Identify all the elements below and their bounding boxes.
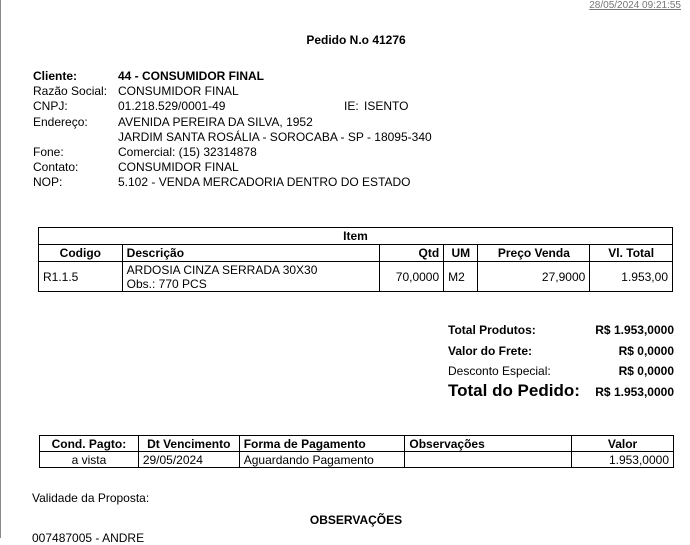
cell-descricao <box>122 262 379 292</box>
total-produtos-row <box>448 322 674 343</box>
col-cond-pagto: Cond. Pagto: <box>40 436 139 452</box>
info-value: JARDIM SANTA ROSÁLIA - SOROCABA - SP - 18095-340 <box>118 129 432 144</box>
frete-row <box>448 343 674 364</box>
cut-off-text: 007487005 - ANDRE <box>32 531 145 545</box>
totals-block <box>448 322 674 404</box>
payment-header-row <box>40 436 674 452</box>
desconto-label: Desconto Especial: <box>448 364 551 378</box>
table-row <box>40 452 674 468</box>
total-produtos-value: R$ 1.953,0000 <box>595 323 674 337</box>
col-forma-pagamento: Forma de Pagamento <box>239 436 405 452</box>
validade-label: Validade da Proposta: <box>32 491 150 505</box>
info-value: AVENIDA PEREIRA DA SILVA, 1952 <box>118 114 313 129</box>
cell-um: M2 <box>444 262 478 292</box>
col-observacoes: Observações <box>405 436 572 452</box>
items-header-row <box>39 245 673 262</box>
info-label: Fone: <box>33 144 64 159</box>
info-label: Contato: <box>33 160 79 175</box>
info-label: NOP: <box>33 175 63 190</box>
total-pedido-row <box>448 380 674 405</box>
total-pedido-label: Total do Pedido: <box>448 380 580 400</box>
items-caption-row <box>39 228 673 245</box>
timestamp: 28/05/2024 09:21:55 <box>589 0 681 11</box>
col-valor: Valor <box>572 436 674 452</box>
info-value: 44 - CONSUMIDOR FINAL <box>118 69 265 83</box>
info-value: 01.218.529/0001-49 <box>118 99 226 114</box>
cell-codigo: R1.1.5 <box>39 262 123 292</box>
col-descricao: Descrição <box>122 245 379 262</box>
item-obs: Obs.: 770 PCS <box>126 276 207 291</box>
info-label: Razão Social: <box>33 84 108 99</box>
frete-value: R$ 0,0000 <box>618 343 674 358</box>
ie-value: ISENTO <box>364 99 409 114</box>
order-title: Pedido N.o 41276 <box>306 33 406 47</box>
col-total: Vl. Total <box>590 245 673 262</box>
cell-obs <box>405 452 572 468</box>
items-table <box>38 227 673 292</box>
item-description: ARDOSIA CINZA SERRADA 30X30 <box>126 262 318 277</box>
page-left-border <box>0 0 1 538</box>
cell-qtd: 70,0000 <box>379 262 444 292</box>
info-value: Comercial: (15) 32314878 <box>118 144 257 159</box>
cell-forma: Aguardando Pagamento <box>239 452 405 468</box>
total-pedido-value: R$ 1.953,0000 <box>595 384 674 399</box>
table-row <box>39 262 673 292</box>
col-qtd: Qtd <box>379 245 444 262</box>
col-preco: Preço Venda <box>478 245 590 262</box>
info-value: CONSUMIDOR FINAL <box>118 84 239 99</box>
desconto-value: R$ 0,0000 <box>618 364 674 378</box>
frete-label: Valor do Frete: <box>448 343 533 358</box>
cell-cond: a vista <box>40 452 139 468</box>
total-produtos-label: Total Produtos: <box>448 323 536 337</box>
cell-preco: 27,9000 <box>478 262 590 292</box>
cell-venc: 29/05/2024 <box>138 452 239 468</box>
info-label: CNPJ: <box>33 99 68 114</box>
info-value: 5.102 - VENDA MERCADORIA DENTRO DO ESTADO <box>118 175 411 190</box>
col-codigo: Codigo <box>39 245 123 262</box>
items-caption: Item <box>39 228 673 245</box>
info-value: CONSUMIDOR FINAL <box>118 160 239 175</box>
info-label: Endereço: <box>33 114 88 129</box>
observacoes-title: OBSERVAÇÕES <box>309 513 403 527</box>
col-dt-vencimento: Dt Vencimento <box>138 436 239 452</box>
cell-total: 1.953,00 <box>590 262 673 292</box>
info-label: Cliente: <box>33 69 78 83</box>
ie-label: IE: <box>344 99 359 114</box>
payment-table <box>39 435 674 468</box>
col-um: UM <box>444 245 478 262</box>
cell-valor: 1.953,0000 <box>572 452 674 468</box>
